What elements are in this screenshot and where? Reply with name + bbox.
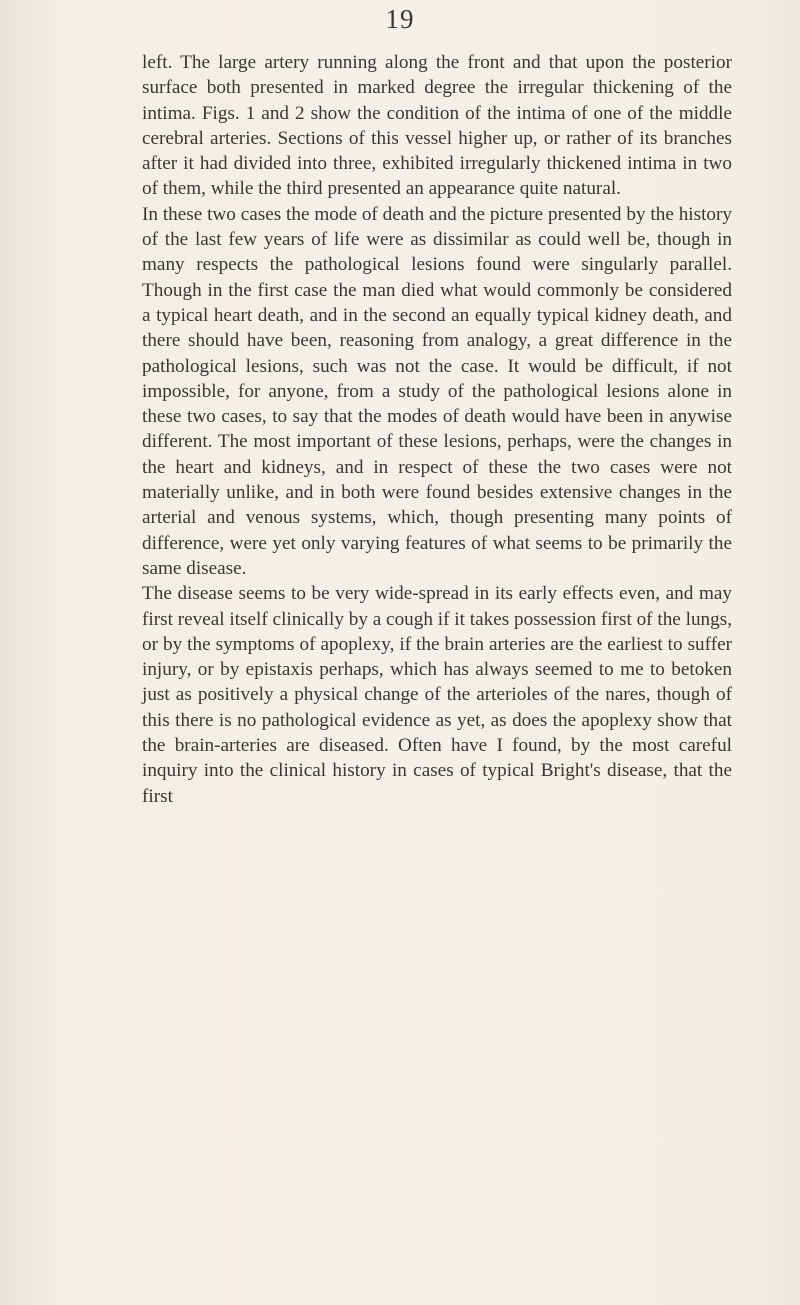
paragraph-1: left. The large artery running along the front and that upon the posterior surface both presented in marked degree the irregular thickening of the intima. Figs. 1 and 2 show the condition of the intima of one of the middle cerebral arteries. Sections of this vessel higher up, or rather of its branches after it had divided into three, exhibited irregularly thickened intima in two of them, while the third presented an appearance quite natural. [142, 52, 732, 200]
page-number: 19 [385, 4, 415, 34]
paragraph-2: In these two cases the mode of death and the picture presented by the history of the last few years of life were as dissimilar as could well be, though in many respects the pathological lesions found were singularly parallel. Though in the first case the man died what would commonly be considered a typical heart death, and in the second an equally typical kidney death, and there should have been, reasoning from analogy, a great difference in the pathological lesions, such was not the case. It would be difficult, if not impossible, for anyone, from a study of the pathological lesions alone in these two cases, to say that the modes of death would have been in anywise different. The most important of these lesions, perhaps, were the changes in the heart and kidneys, and in respect of these the two cases were not materially unlike, and in both were found besides extensive changes in the arterial and venous systems, which, though presenting many points of difference, were yet only varying features of what seems to be primarily the same disease. [142, 203, 732, 579]
body-text [142, 50, 732, 809]
paragraph-3: The disease seems to be very wide-spread in its early effects even, and may first reveal itself clinically by a cough if it takes possession first of the lungs, or by the symptoms of apoplexy, if the brain arteries are the earliest to suffer injury, or by epistaxis perhaps, which has always seemed to me to betoken just as positively a physical change of the arterioles of the nares, though of this there is no pathological evidence as yet, as does the apoplexy show that the brain-arteries are diseased. Often have I found, by the most careful inquiry into the clinical history in cases of typical Bright's disease, that the first [142, 583, 732, 807]
